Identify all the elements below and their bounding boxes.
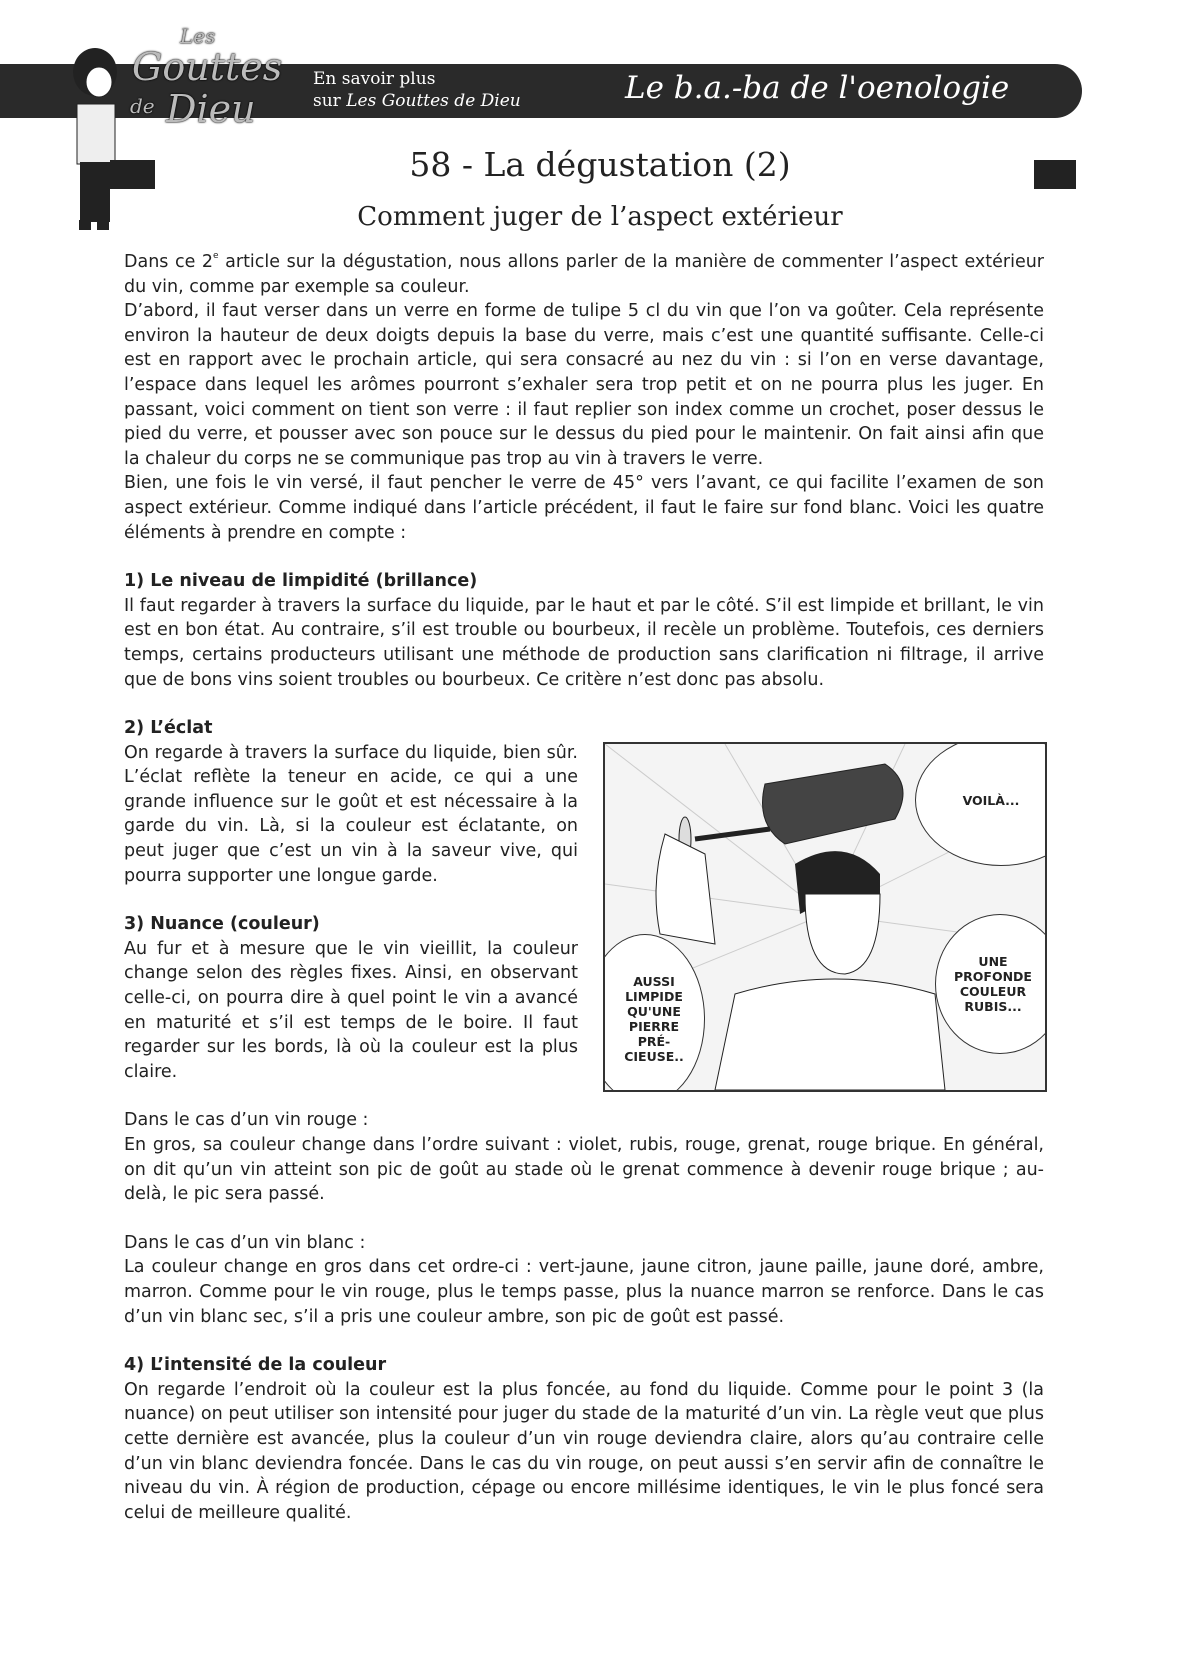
section-heading: 4) L’intensité de la couleur xyxy=(124,1355,387,1376)
logo-text: de xyxy=(130,94,155,118)
subtitle-line xyxy=(313,90,521,112)
section-heading: 2) L’éclat xyxy=(124,718,213,739)
paragraph: Dans le cas d’un vin blanc : xyxy=(124,1232,366,1253)
section-heading: 1) Le niveau de limpidité (brillance) xyxy=(124,571,478,592)
speech-bubble: AUSSI LIMPIDE QU'UNE PIERRE PRÉ-CIEUSE.. xyxy=(603,934,705,1092)
paragraph: En gros, sa couleur change dans l’ordre suivant : violet, rubis, rouge, grenat, rouge brique. En général, on dit qu’un vin atteint son pic de goût au stade où le grenat commence à devenir rouge brique ; au-delà, le pic sera passé. xyxy=(124,1135,1044,1205)
les-gouttes-de-dieu-logo xyxy=(130,26,300,136)
speech-bubble: VOILÀ... xyxy=(915,742,1047,866)
paragraph xyxy=(124,250,1044,299)
paragraph: La couleur change en gros dans cet ordre-ci : vert-jaune, jaune citron, jaune paille, jaune doré, ambre, marron. Comme pour le vin rouge, plus le temps passe, plus la nuance marron se renforce. Dans le cas d’un vin blanc sec, s’il a pris une couleur ambre, son pic de goût est passé. xyxy=(124,1257,1044,1327)
paragraph: Bien, une fois le vin versé, il faut pencher le verre de 45° vers l’avant, ce qui facilite l’examen de son aspect extérieur. Comme indiqué dans l’article précédent, il faut le faire sur fond blanc. Voici les quatre éléments à prendre en compte : xyxy=(124,473,1044,543)
paragraph: D’abord, il faut verser dans un verre en forme de tulipe 5 cl du vin que l’on va goûter. Cela représente environ la hauteur de deux doigts depuis la base du verre, mais c’est une quantité suffisante. Celle-ci est en rapport avec le prochain article, qui sera consacré au nez du vin : si l’on en verse davantage, l’espace dans lequel les arômes pourront s’exhaler sera trop petit et on ne pourra plus les juger. En passant, voici comment on tient son verre : il faut replier son index comme un crochet, poser dessus le pied du verre, et pousser avec son pouce sur le dessus du pied pour le maintenir. On fait ainsi afin que la chaleur du corps ne se communique pas trop au vin à travers le verre. xyxy=(124,301,1044,469)
paragraph: On regarde l’endroit où la couleur est la plus foncée, au fond du liquide. Comme pour le point 3 (la nuance) on peut utiliser son intensité pour juger du stade de la maturité d’un vin. La règle veut que plus cette dernière est avancée, plus la couleur d’un vin rouge deviendra claire, alors qu’au contraire celle d’un vin blanc deviendra foncée. Dans le cas du vin rouge, on peut aussi s’en servir afin de connaître le niveau du vin. À région de production, cépage ou encore millésime identiques, le vin le plus foncé sera celui de meilleure qualité. xyxy=(124,1379,1044,1523)
header-subtitle xyxy=(313,68,521,112)
paragraph: Au fur et à mesure que le vin vieillit, la couleur change selon des règles fixes. Ainsi, en observant celle-ci, on pourra dire à quel point le vin a avancé en maturité et s’il est temps de le boire. Il faut regarder sur les bords, là où la couleur est la plus claire. xyxy=(124,938,578,1082)
speech-bubble: UNE PROFONDE COULEUR RUBIS... xyxy=(935,914,1047,1054)
superscript: e xyxy=(213,251,219,261)
text: Dans ce 2 xyxy=(124,252,214,272)
manga-panel xyxy=(603,742,1047,1092)
subtitle-line: En savoir plus xyxy=(313,69,436,89)
rubric-title: Le b.a.-ba de l'oenologie xyxy=(625,70,1010,106)
subtitle-prefix: sur xyxy=(313,91,341,111)
logo-text: Gouttes xyxy=(132,45,283,89)
logo-text: Les xyxy=(180,24,216,48)
section-heading: 3) Nuance (couleur) xyxy=(124,914,320,935)
series-name: Les Gouttes de Dieu xyxy=(346,91,521,111)
logo-text: Dieu xyxy=(166,87,256,131)
text: article sur la dégustation, nous allons parler de la manière de commenter l’aspect extérieur du vin, comme par exemple sa couleur. xyxy=(124,252,1044,297)
paragraph: On regarde à travers la surface du liquide, bien sûr. L’éclat reflète la teneur en acide, ce qui a une grande influence sur le goût et est nécessaire à la garde du vin. Là, si la couleur est éclatante, on peut juger que c’est un vin à la saveur vive, qui pourra supporter une longue garde. xyxy=(124,742,578,886)
article-title: 58 - La dégustation (2) xyxy=(409,145,791,184)
paragraph: Dans le cas d’un vin rouge : xyxy=(124,1110,369,1131)
article-subtitle: Comment juger de l’aspect extérieur xyxy=(357,202,843,232)
paragraph: Il faut regarder à travers la surface du liquide, par le haut et par le côté. S’il est limpide et brillant, le vin est en bon état. Au contraire, s’il est trouble ou bourbeux, il recèle un problème. Toutefois, ces derniers temps, certains producteurs utilisant une méthode de production sans clarification ni filtrage, il arrive que de bons vins soient troubles ou bourbeux. Ce critère n’est donc pas absolu. xyxy=(124,595,1044,690)
